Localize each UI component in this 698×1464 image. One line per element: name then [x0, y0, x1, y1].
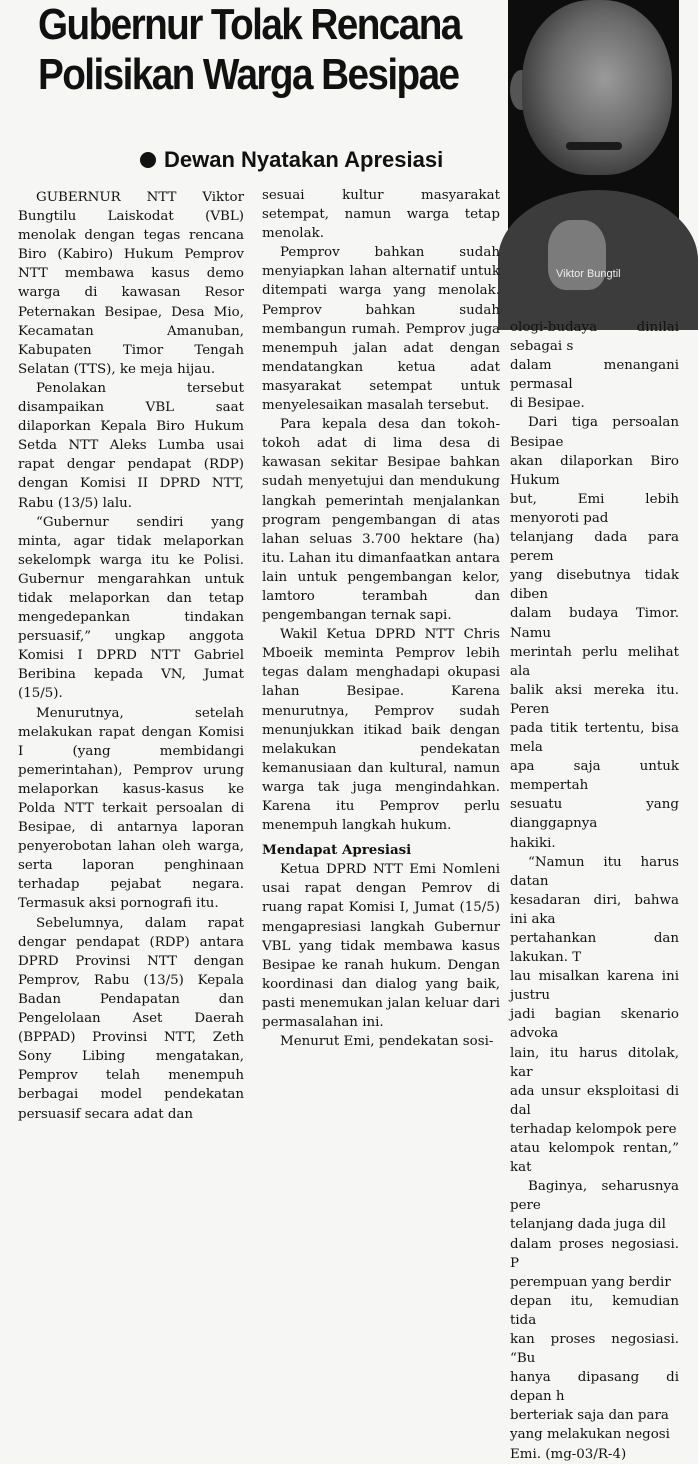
line: sesuatu yang dianggapnya — [510, 797, 679, 832]
line: yang disebutnya tidak diben — [510, 568, 679, 603]
headline — [38, 0, 461, 100]
line: dalam menangani permasal — [510, 358, 679, 393]
line: lau misalkan karena ini justru — [510, 969, 679, 1004]
kicker-text: Dewan Nyatakan Apresiasi — [164, 147, 444, 172]
article-column-3 — [510, 318, 679, 1462]
line: ada unsur eksploitasi di dal — [510, 1083, 679, 1118]
headline-line-1: Gubernur Tolak Rencana — [38, 0, 461, 49]
line: telanjang dada juga dil — [510, 1217, 666, 1233]
paragraph: Menurut Emi, pendekatan sosi- — [280, 1034, 494, 1050]
line: hakiki. — [510, 835, 556, 851]
line: jadi bagian skenario advoka — [510, 1007, 679, 1042]
line: “Namun itu harus datan — [510, 854, 679, 889]
line: dalam budaya Timor. Namu — [510, 606, 679, 641]
line: but, Emi lebih menyoroti pad — [510, 491, 679, 526]
line: perempuan yang berdir — [510, 1274, 671, 1290]
paragraph: “Gubernur sendiri yang minta, agar tidak melaporkan sekelompk warga itu ke Polisi. Gubernur mengarahkan untuk tidak melaporkan dan tetap mengedepankan tindakan persuasif,” ungkap anggota Komisi I DPRD NTT Gabriel Beribina kepada VN, Jumat (15/5). — [18, 514, 244, 702]
line: apa saja untuk mempertah — [510, 759, 679, 794]
article-column-2 — [262, 186, 500, 1051]
line: pada titik tertentu, bisa mela — [510, 720, 679, 756]
headline-line-2: Polisikan Warga Besipae — [38, 50, 459, 99]
line: telanjang dada para perem — [510, 530, 679, 565]
line: terhadap kelompok pere — [510, 1121, 677, 1137]
paragraph: Sebelumnya, dalam rapat dengar pendapat (RDP) antara DPRD Provinsi NTT dengan Pemprov, Rabu (13/5) Kepala Badan Pendapatan dan Pengelolaan Aset Daerah (BPPAD) Provinsi NTT, Zeth Sony Libing mengatakan, Pemprov telah menempuh berbagai model pendekatan persuasif secara adat dan — [18, 915, 244, 1122]
photo-mouth — [566, 142, 622, 150]
line: pertahankan dan lakukan. T — [510, 931, 679, 966]
line: kan proses negosiasi. “Bu — [510, 1331, 679, 1367]
kicker — [140, 146, 443, 174]
paragraph: Menurutnya, setelah melakukan rapat dengan Komisi I (yang membidangi pemerintahan), Pemprov urung melaporkan kasus-kasus ke Polda NTT terkait persoalan di Besipae, di antarnya laporan penyerobotan lahan oleh warga, serta laporan penghinaan terhadap pejabat negara. Termasuk aksi pornografi itu. — [18, 705, 244, 912]
line: balik aksi mereka itu. Peren — [510, 682, 679, 717]
photo-caption: Viktor Bungtil — [556, 268, 621, 280]
line: ologi-budaya dinilai sebagai s — [510, 320, 679, 355]
paragraph: Para kepala desa dan tokoh-tokoh adat di lima desa di kawasan sekitar Besipae bahkan sudah menyetujui dan mendukung langkah pemerintah menjalankan program pengembangan di atas lahan seluas 3.700 hektare (ha) itu. Lahan itu dimanfaatkan antara lain untuk pengembangan kelor, lamtoro terambah dan pengembangan ternak sapi. — [262, 417, 500, 624]
paragraph: Pemprov bahkan sudah menyiapkan lahan alternatif untuk ditempati warga yang menolak. Pemprov bahkan sudah membangun rumah. Pemprov juga menempuh jalan adat dengan mendatangkan ketua adat masyarakat setempat untuk menyelesaikan masalah tersebut. — [262, 245, 500, 414]
line: depan itu, kemudian tida — [510, 1293, 679, 1328]
paragraph: GUBERNUR NTT Viktor Bungtilu Laiskodat (VBL) menolak dengan tegas rencana Biro (Kabiro) Hukum Pemprov NTT membawa kasus demo warga di kawasan Resor Peternakan Besipae, Desa Mio, Kecamatan Amanuban, Kabupaten Timor Tengah Selatan (TTS), ke meja hijau. — [18, 190, 244, 377]
portrait-photo — [508, 0, 679, 310]
line: atau kelompok rentan,” kat — [510, 1141, 679, 1176]
subheading: Mendapat Apresiasi — [262, 842, 412, 859]
line: Emi. (mg-03/R-4) — [510, 1446, 627, 1462]
paragraph: Penolakan tersebut disampaikan VBL saat dilaporkan Kepala Biro Hukum Setda NTT Aleks Lumba usai rapat dengar pendapat (RDP) dengan Komisi II DPRD NTT, Rabu (13/5) lalu. — [18, 380, 244, 511]
line: dalam proses negosiasi. P — [510, 1236, 679, 1271]
paragraph: Wakil Ketua DPRD NTT Chris Mboeik meminta Pemprov lebih tegas dalam menghadapi okupasi lahan Besipae. Karena menurutnya, Pemprov sudah menunjukkan itikad baik dengan melakukan pendekatan kemanusiaan dan kultural, namun warga tak juga mengindahkan. Karena itu Pemprov perlu menempuh langkah hukum. — [262, 627, 500, 834]
article-column-1 — [18, 188, 244, 1124]
line: Dari tiga persoalan Besipae — [510, 415, 679, 450]
line: akan dilaporkan Biro Hukum — [510, 453, 679, 488]
paragraph: Ketua DPRD NTT Emi Nomleni usai rapat dengan Pemrov di ruang rapat Komisi I, Jumat (15/5) mengapresiasi langkah Gubernur VBL yang tidak membawa kasus Besipae ke ranah hukum. Dengan koordinasi dan dialog yang baik, pasti menemukan jalan keluar dari permasalahan ini. — [262, 862, 500, 1031]
line: kesadaran diri, bahwa ini aka — [510, 892, 679, 927]
bullet-icon — [140, 152, 156, 168]
line: Baginya, seharusnya pere — [510, 1179, 679, 1214]
line: berteriak saja dan para — [510, 1408, 669, 1424]
line: di Besipae. — [510, 396, 585, 412]
paragraph: sesuai kultur masyarakat setempat, namun warga tetap menolak. — [262, 188, 500, 242]
line: hanya dipasang di depan h — [510, 1370, 679, 1405]
line: merintah perlu melihat ala — [510, 644, 679, 679]
line: lain, itu harus ditolak, kar — [510, 1045, 679, 1080]
line: yang melakukan negosi — [510, 1427, 670, 1443]
